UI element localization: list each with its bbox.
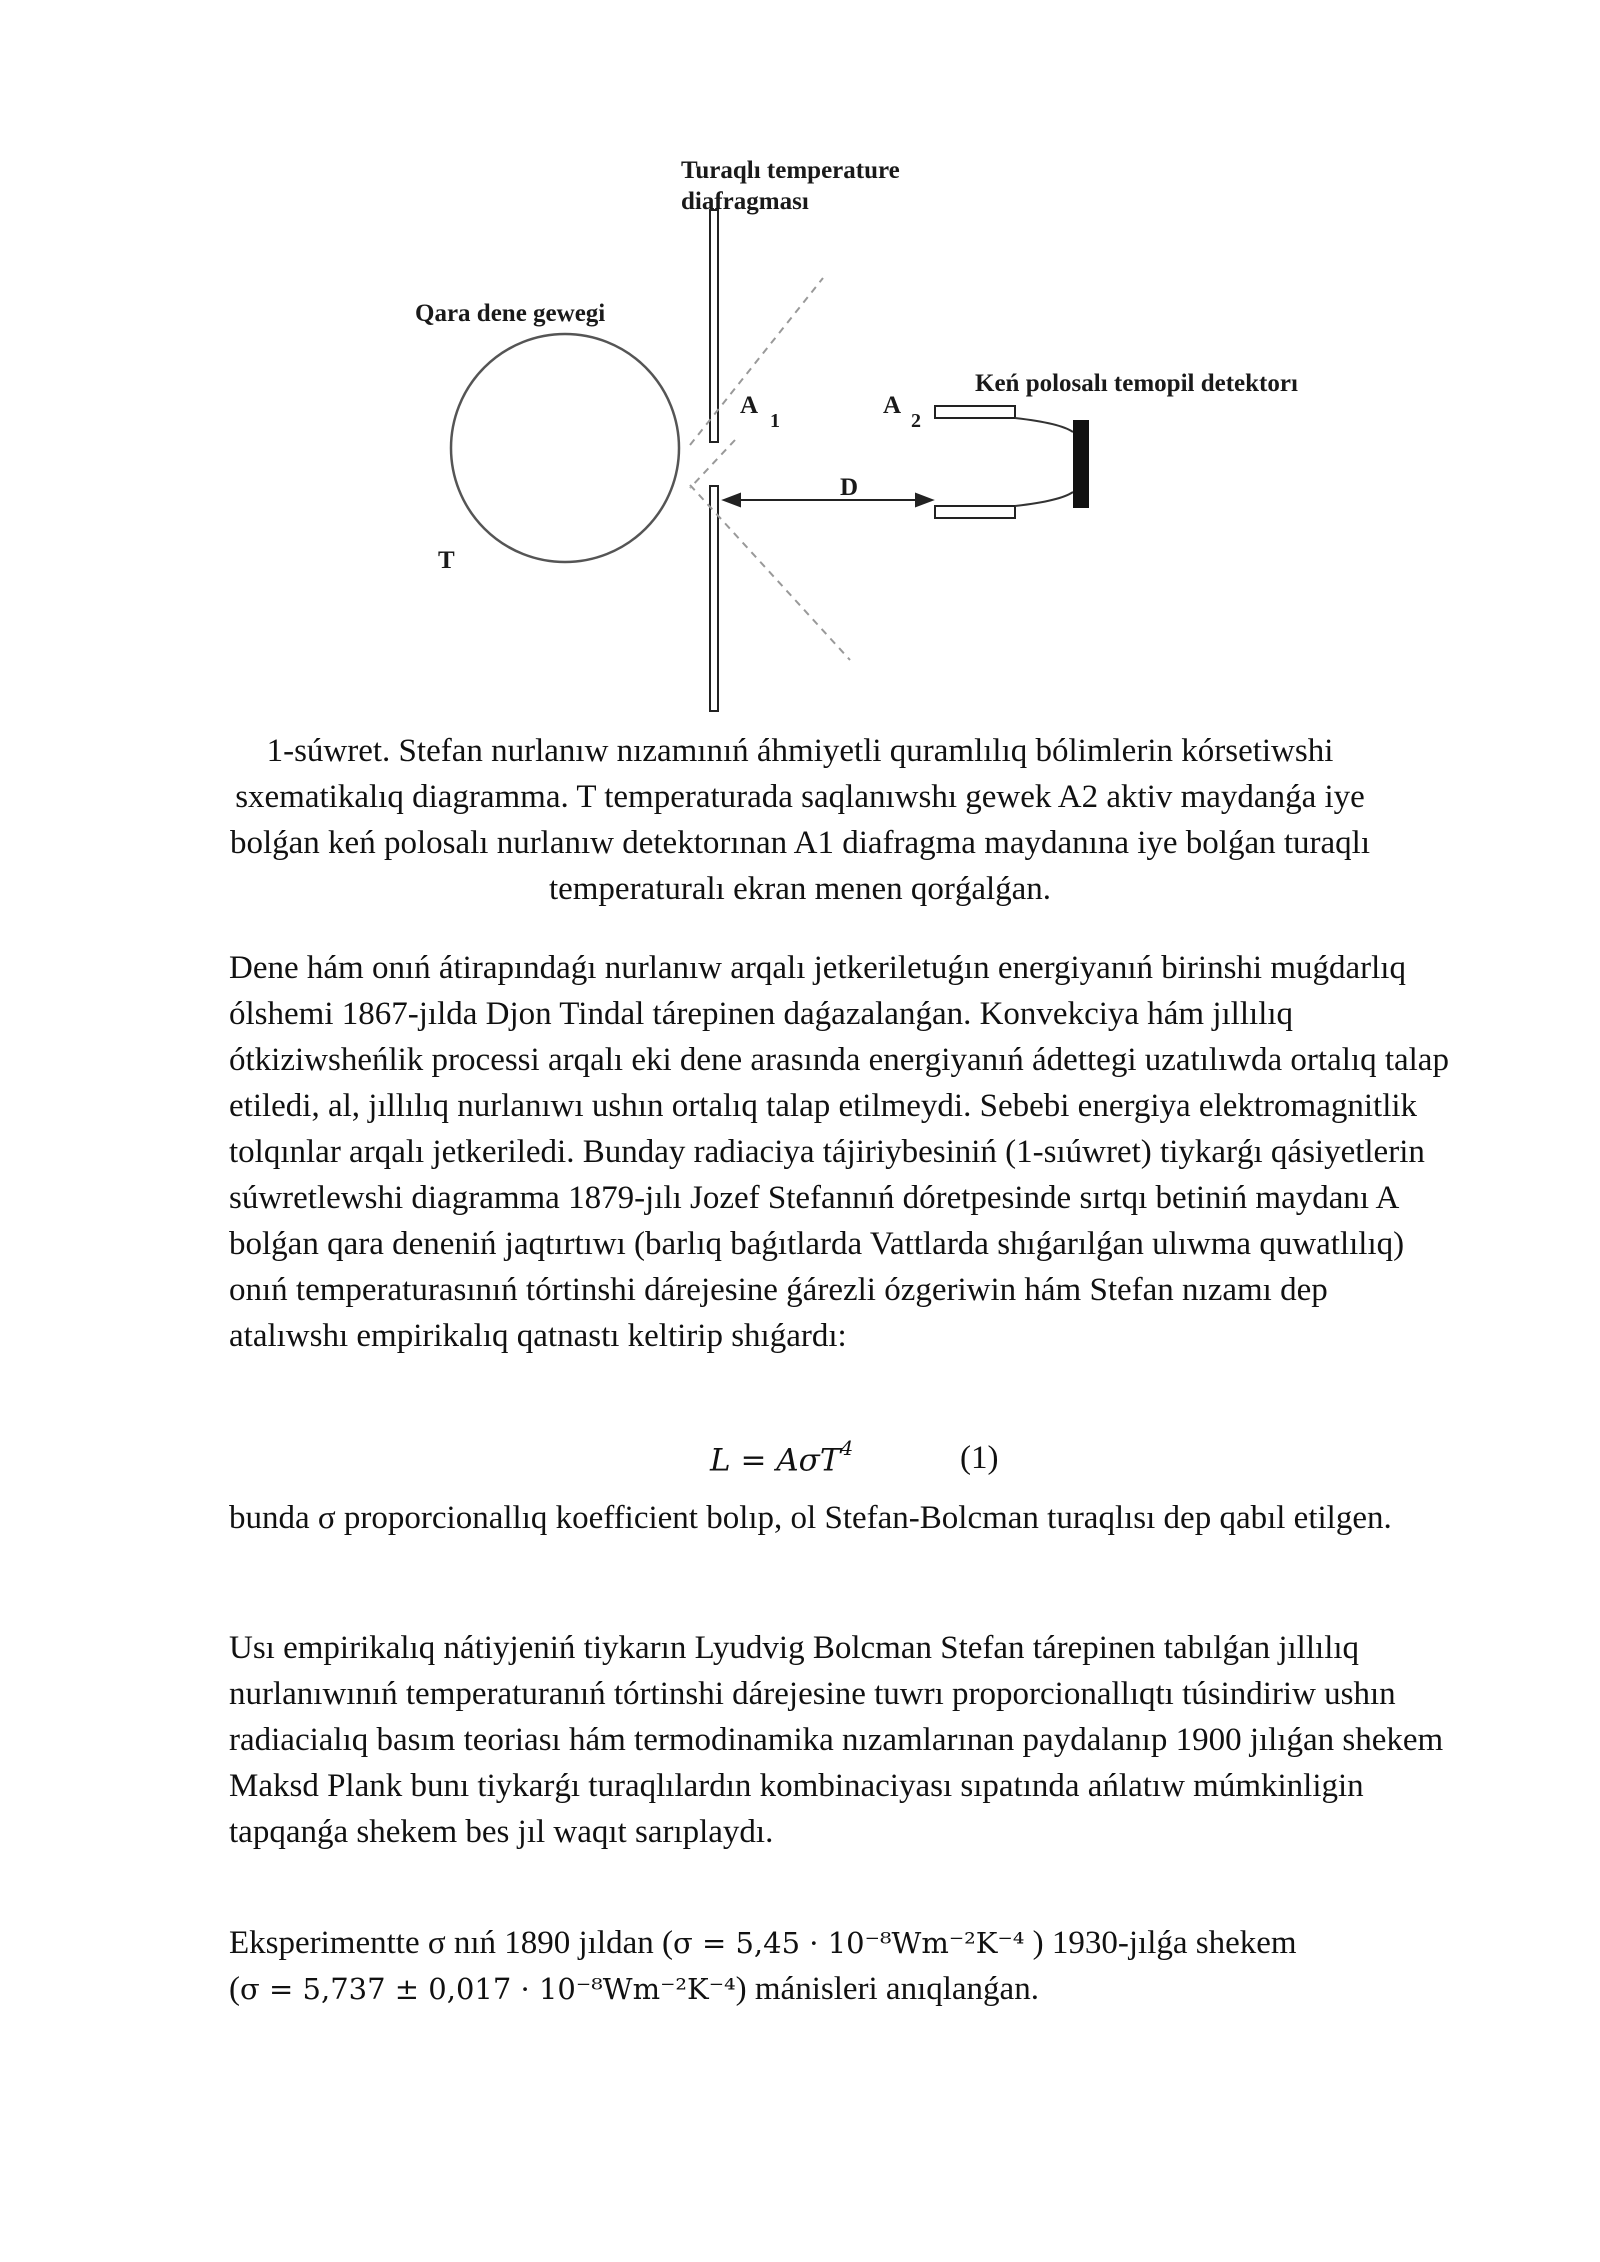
distance-label: D (840, 474, 859, 501)
a2-subscript: 2 (911, 410, 921, 432)
cavity-label: Qara dene gewegi (415, 300, 606, 327)
schematic-diagram (0, 0, 1600, 720)
paragraph-boltzmann: Usı empirikalıq nátiyjeniń tiykarın Lyudvig Bolcman Stefan tárepinen tabılǵan jıllılıq nurlanıwınıń temperaturanıń tórtinshi dárejesine tuwrı proporcionallıqtı túsindiriw ushın radiacialıq basım teoriası hám termodinamika nızamlarınan paydalanıp 1900 jılıǵan shekem Maksd Plank bunı tiykarǵı turaqlılardın kombinaciyası sıpatında ańlatıw múmkinligin tapqanǵa shekem bes jıl waqıt sarıplaydı. (229, 1630, 1444, 1850)
equation-exponent: 4 (840, 1436, 854, 1460)
paragraph-history: Dene hám onıń átirapındaǵı nurlanıw arqalı jetkeriletuǵın energiyanıń birinshi muǵdarlıq ólshemi 1867-jılda Djon Tindal tárepinen daǵazalanǵan. Konvekciya hám jıllılıq ótkiziwsheńlik processi arqalı eki dene arasında energiyanıń ádettegi uzatılıwda ortalıq talap etiledi, al, jıllılıq nurlanıwı ushın ortalıq talap etilmeydi. Sebebi energiya elektromagnitlik tolqınlar arqalı jetkeriledi. Bunday radiaciya tájiriybesiniń (1-sıúwret) tiykarǵı qásiyetlerin súwretlewshi diagramma 1879-jılı Jozef Stefannıń dóretpesinde sırtqı betiniń maydanı A bolǵan qara deneniń jaqtırtıwı (barlıq baǵıtlarda Vattlarda shıǵarılǵan ulıwma quwatlılıq) onıń temperaturasınıń tórtinshi dárejesine ǵárezli ózgeriwin hám Stefan nızamı dep atalıwshı empirikalıq qatnastı keltirip shıǵardı: (229, 950, 1449, 1354)
p4-text-2: ) 1930-jılǵa shekem (1024, 1925, 1297, 1961)
paragraph-sigma-definition: bunda σ proporcionallıq koefficient bolıp, ol Stefan-Bolcman turaqlısı dep qabıl etilgen. (229, 1500, 1392, 1536)
paragraph-experiment-values (229, 1920, 1449, 2012)
p4-text-4: ) mánisleri anıqlanǵan. (735, 1971, 1039, 2007)
thermopile-detector (1073, 420, 1089, 508)
p4-text-3: ( (229, 1971, 240, 2007)
diaphragm-upper-plate (710, 210, 718, 442)
diaphragm-label-line1: Turaqlı temperature (681, 157, 900, 184)
detector-aperture-lower (935, 506, 1015, 518)
p4-text-1: Eksperimentte σ nıń 1890 jıldan ( (229, 1925, 673, 1961)
detector-aperture-upper (935, 406, 1015, 418)
a1-subscript: 1 (770, 410, 780, 432)
diaphragm-lower-plate (710, 486, 718, 711)
distance-arrow (724, 494, 932, 506)
stefan-law-equation (0, 1436, 1600, 1486)
equation-body: L = AσT (710, 1442, 841, 1479)
equation-formula (710, 1436, 854, 1479)
blackbody-cavity (451, 334, 679, 562)
diaphragm-label-line2: diafragması (681, 188, 809, 215)
equation-number: (1) (960, 1440, 999, 1476)
detector-cone (1015, 418, 1073, 506)
figure-caption: 1-súwret. Stefan nurlanıw nızamınıń áhmiyetli quramlılıq bólimlerin kórsetiwshi sxematikalıq diagramma. T temperaturada saqlanıwshı gewek A2 aktiv maydanǵa iye bolǵan keń polosalı nurlanıw detektorınan A1 diafragma maydanına iye bolǵan turaqlı temperaturalı ekran menen qorǵalǵan. (229, 733, 1370, 907)
a1-label: A (740, 392, 759, 419)
sigma-1890-value: σ = 5,45 · 10⁻⁸Wm⁻²K⁻⁴ (672, 1926, 1025, 1960)
sigma-1930-value: σ = 5,737 ± 0,017 · 10⁻⁸Wm⁻²K⁻⁴ (240, 1972, 736, 2006)
detector-label: Keń polosalı temopil detektorı (975, 370, 1298, 397)
temperature-label: T (438, 547, 455, 574)
a2-label: A (883, 392, 902, 419)
